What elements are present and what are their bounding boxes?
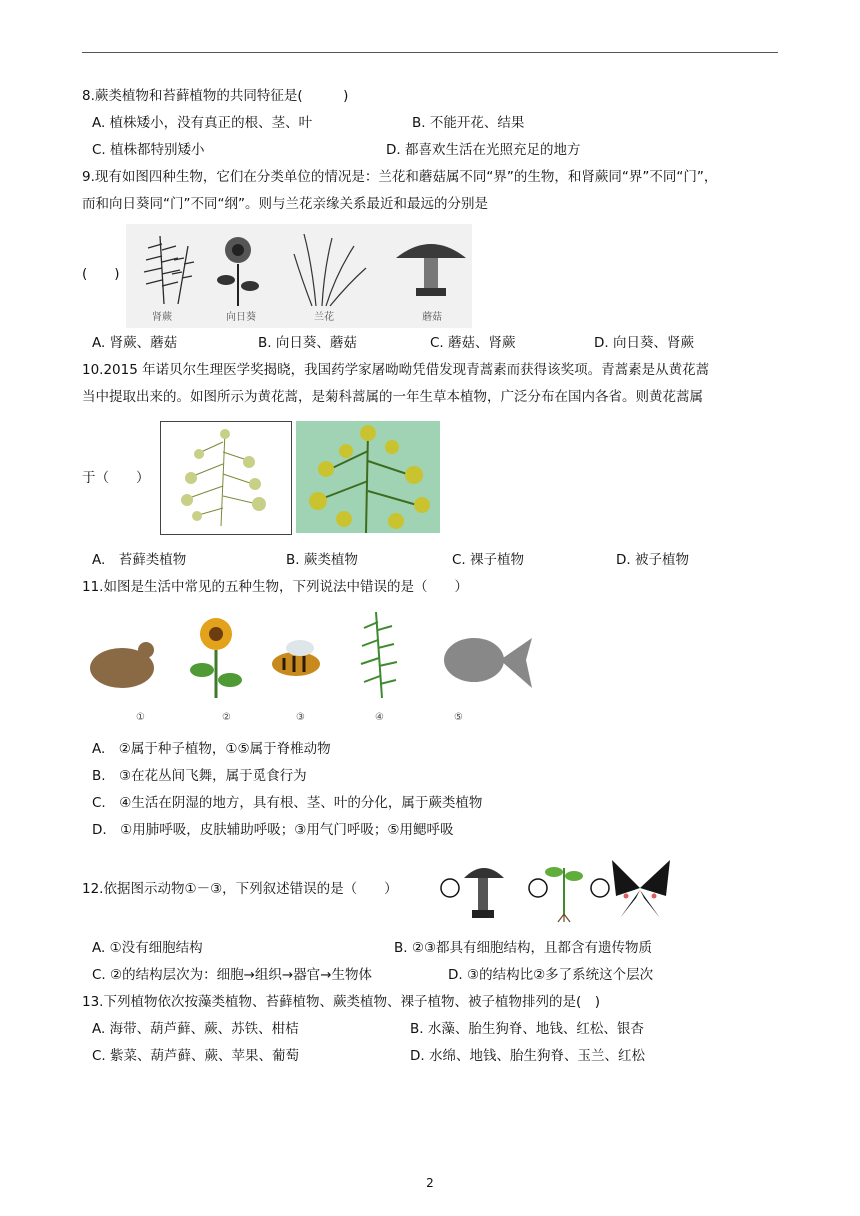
q9-stem-line2: 而和向日葵同“门”不同“纲”。则与兰花亲缘关系最近和最远的分别是 — [82, 196, 488, 212]
q9-label-fern: 肾蕨 — [152, 312, 172, 323]
q8-option-d: D. 都喜欢生活在光照充足的地方 — [386, 142, 581, 158]
q9-paren: ( ) — [82, 266, 120, 282]
q11-option-a: A. ②属于种子植物，①⑤属于脊椎动物 — [92, 741, 331, 757]
q9-label-orchid: 兰花 — [314, 312, 334, 323]
q8-stem: 8.蕨类植物和苔藓植物的共同特征是( ) — [82, 88, 349, 104]
q10-option-a: A. 苔藓类植物 — [92, 552, 187, 568]
q12-stem: 12.依据图示动物①－③，下列叙述错误的是（ ） — [82, 881, 398, 897]
q10-option-d: D. 被子植物 — [616, 552, 689, 568]
q10-stem-line1: 10.2015 年诺贝尔生理医学奖揭晓，我国药学家屠呦呦凭借发现青蒿素而获得该奖项。青蒿素是从黄花蒿 — [82, 362, 710, 378]
q13-option-a: A. 海带、葫芦藓、蕨、苏铁、柑桔 — [92, 1021, 299, 1037]
q13-option-c: C. 紫菜、葫芦藓、蕨、苹果、葡萄 — [92, 1048, 300, 1064]
q9-option-b: B. 向日葵、蘑菇 — [258, 335, 357, 351]
q10-figure-photo — [296, 421, 440, 533]
q10-figure-drawing — [160, 421, 292, 535]
q13-stem: 13.下列植物依次按藻类植物、苔藓植物、蕨类植物、裸子植物、被子植物排列的是( ) — [82, 994, 601, 1010]
q11-stem: 11.如图是生活中常见的五种生物，下列说法中错误的是（ ） — [82, 579, 468, 595]
q13-option-b: B. 水藻、胎生狗脊、地钱、红松、银杏 — [410, 1021, 644, 1037]
q9-label-mushroom: 蘑菇 — [422, 312, 442, 323]
q9-option-a: A. 肾蕨、蘑菇 — [92, 335, 178, 351]
q11-option-b: B. ③在花丛间飞舞，属于觅食行为 — [92, 768, 307, 784]
q10-stem-line3: 于（ ） — [82, 470, 150, 486]
q12-figure — [440, 852, 676, 924]
page-number: 2 — [426, 1176, 434, 1190]
q11-index-5: ⑤ — [454, 712, 463, 723]
q10-option-b: B. 蕨类植物 — [286, 552, 358, 568]
q9-label-sunflower: 向日葵 — [226, 312, 256, 323]
q13-option-d: D. 水绵、地钱、胎生狗脊、玉兰、红松 — [410, 1048, 645, 1064]
q11-figure — [86, 608, 534, 724]
q8-option-b: B. 不能开花、结果 — [412, 115, 525, 131]
q12-option-c: C. ②的结构层次为：细胞→组织→器官→生物体 — [92, 967, 373, 983]
q10-option-c: C. 裸子植物 — [452, 552, 525, 568]
q11-index-4: ④ — [375, 712, 384, 723]
q11-index-3: ③ — [296, 712, 305, 723]
q9-option-d: D. 向日葵、肾蕨 — [594, 335, 694, 351]
q12-option-b: B. ②③都具有细胞结构，且都含有遗传物质 — [394, 940, 653, 956]
q11-option-c: C. ④生活在阴湿的地方，具有根、茎、叶的分化，属于蕨类植物 — [92, 795, 483, 811]
q12-option-d: D. ③的结构比②多了系统这个层次 — [448, 967, 654, 983]
q8-option-a: A. 植株矮小，没有真正的根、茎、叶 — [92, 115, 313, 131]
q11-option-d: D. ①用肺呼吸，皮肤辅助呼吸；③用气门呼吸；⑤用鳃呼吸 — [92, 822, 454, 838]
q8-option-c: C. 植株都特别矮小 — [92, 142, 205, 158]
q12-option-a: A. ①没有细胞结构 — [92, 940, 203, 956]
q9-stem-line1: 9.现有如图四种生物，它们在分类单位的情况是：兰花和蘑菇属不同“界”的生物，和肾蕨同“界”不同“门”， — [82, 169, 718, 185]
header-rule — [82, 52, 778, 53]
q11-index-1: ① — [136, 712, 145, 723]
q9-figure-drawing — [126, 224, 472, 328]
q9-option-c: C. 蘑菇、肾蕨 — [430, 335, 516, 351]
q9-figure — [126, 224, 472, 328]
q11-index-2: ② — [222, 712, 231, 723]
q10-stem-line2: 当中提取出来的。如图所示为黄花蒿，是菊科蒿属的一年生草本植物，广泛分布在国内各省。则黄花蒿属 — [82, 389, 703, 405]
